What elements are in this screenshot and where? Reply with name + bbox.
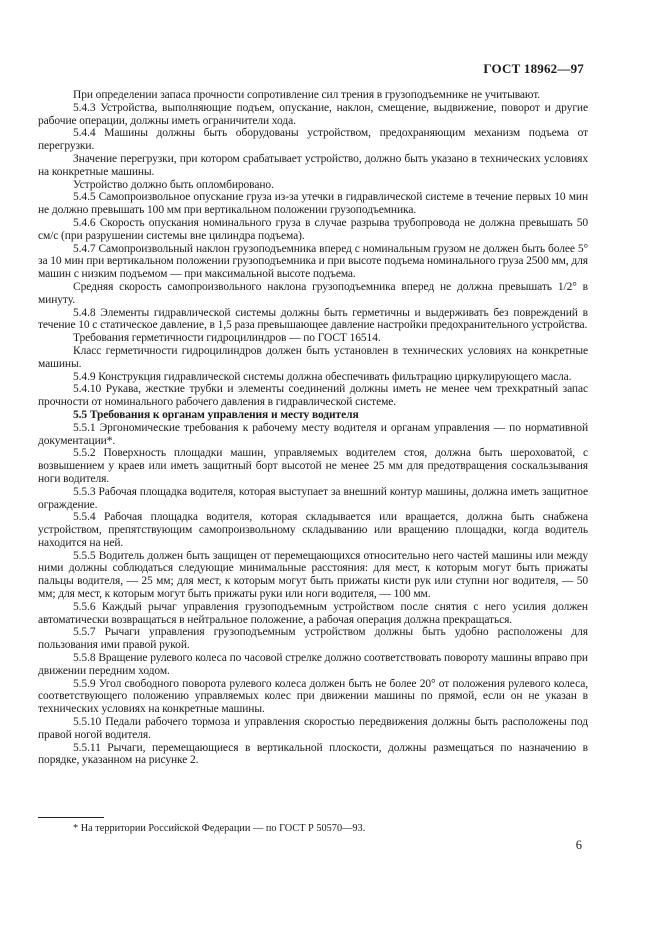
clause-5-5-7: 5.5.7 Рычаги управления грузоподъемным устройством должны быть удобно расположены для пользования ими правой рукой.	[38, 626, 588, 652]
paragraph-average-tilt-speed: Средняя скорость самопроизвольного наклона грузоподъемника вперед не должна превышать 1/2° в минуту.	[38, 280, 588, 306]
clause-5-4-3: 5.4.3 Устройства, выполняющие подъем, опускание, наклон, смещение, выдвижение, поворот и другие рабочие операции, должны иметь ограничители хода.	[38, 101, 588, 127]
footnote-text: * На территории Российской Федерации — по ГОСТ Р 50570—93.	[73, 823, 366, 834]
paragraph-intro: При определении запаса прочности сопротивление сил трения в грузоподъемнике не учитывают.	[73, 89, 541, 101]
page-header	[38, 61, 584, 77]
paragraph-hydrocylinder-tightness: Требования герметичности гидроцилиндров — по ГОСТ 16514.	[73, 332, 381, 345]
clause-5-5-6: 5.5.6 Каждый рычаг управления грузоподъемным устройством после снятия с него усилия должен автоматически возвращаться в нейтральное положение, а рабочая операция должна прекращаться.	[38, 600, 588, 626]
clause-5-5-11: 5.5.11 Рычаги, перемещающиеся в вертикальной плоскости, должны размещаться по назначению в порядке, указанном на рисунке 2.	[38, 741, 588, 767]
section-heading-5-5: 5.5 Требования к органам управления и месту водителя	[73, 408, 359, 421]
clause-5-5-9: 5.5.9 Угол свободного поворота рулевого колеса должен быть не более 20° от положения рулевого колеса, соответствующего положению управляемых колес при движении машины по прямой, если он не указан в технических условиях на конкретные машины.	[38, 677, 588, 716]
clause-5-5-5: 5.5.5 Водитель должен быть защищен от перемещающихся относительно него частей машины или между ними должны соблюдаться следующие минимальные расстояния: для мест, к которым могут быть прижаты пальцы водителя, — 25 мм; для мест, к которым могут быть прижаты кисти рук или ступни ног водителя, — 50 мм; для мест, к которым могут быть прижаты руки или ноги водителя, — 100 мм.	[38, 549, 588, 601]
doc-number: ГОСТ 18962—97	[483, 61, 584, 76]
clause-5-5-8: 5.5.8 Вращение рулевого колеса по часовой стрелке должно соответствовать повороту машины вправо при движении передним ходом.	[38, 652, 588, 677]
page-number: 6	[575, 838, 582, 852]
clause-5-4-9: 5.4.9 Конструкция гидравлической системы должна обеспечивать фильтрацию циркулирующего масла.	[73, 370, 572, 383]
clause-5-5-3: 5.5.3 Рабочая площадка водителя, которая выступает за внешний контур машины, должна иметь защитное ограждение.	[38, 485, 588, 511]
clause-5-5-10: 5.5.10 Педали рабочего тормоза и управления скоростью передвижения должны быть расположены под правой ногой водителя.	[38, 716, 588, 741]
footnote-rule	[38, 817, 104, 818]
document-body	[38, 89, 588, 767]
clause-5-4-8: 5.4.8 Элементы гидравлической системы должны быть герметичны и выдерживать без повреждений в течение 10 с статическое давление, в 1,5 раза превышающее давление настройки предохранительного устройства.	[38, 306, 588, 332]
paragraph-sealed-device: Устройство должно быть опломбировано.	[73, 178, 274, 191]
clause-5-5-1: 5.5.1 Эргономические требования к рабочему месту водителя и органам управления — по нормативной документации*.	[38, 421, 588, 447]
clause-5-4-5: 5.4.5 Самопроизвольное опускание груза из-за утечки в гидравлической системе в течение первых 10 мин не должно превышать 100 мм при вертикальном положении грузоподъемника.	[38, 191, 588, 217]
paragraph-tightness-class: Класс герметичности гидроцилиндров должен быть установлен в технических условиях на конкретные машины.	[38, 344, 588, 370]
clause-5-5-2: 5.5.2 Поверхность площадки машин, управляемых водителем стоя, должна быть шероховатой, с возвышением у краев или иметь защитный борт высотой не менее 25 мм для предотвращения соскальзывания ноги водителя.	[38, 447, 588, 485]
clause-5-4-4: 5.4.4 Машины должны быть оборудованы устройством, предохраняющим механизм подъема от перегрузки.	[38, 127, 588, 153]
clause-5-5-4: 5.5.4 Рабочая площадка водителя, которая складывается или вращается, должна быть снабжена устройством, препятствующим самопроизвольному складыванию или вращению площадки, когда водитель находится на ней.	[38, 511, 588, 549]
footnote-block	[38, 817, 588, 835]
paragraph-overload-value: Значение перегрузки, при котором срабатывает устройство, должно быть указано в технических условиях на конкретные машины.	[38, 152, 588, 178]
clause-5-4-7: 5.4.7 Самопроизвольный наклон грузоподъемника вперед с номинальным грузом не должен быть более 5° за 10 мин при вертикальном положении грузоподъемника и при высоте подъема номинального груза 2500 мм, для машин с низким подъемом — при максимальной высоте подъема.	[38, 242, 588, 281]
clause-5-4-10: 5.4.10 Рукава, жесткие трубки и элементы соединений должны иметь не менее чем трехкратный запас прочности от номинального рабочего давления в гидравлической системе.	[38, 383, 588, 409]
clause-5-4-6: 5.4.6 Скорость опускания номинального груза в случае разрыва трубопровода не должна превышать 50 см/с (при разрушении системы вне цилиндра подъема).	[38, 216, 588, 242]
